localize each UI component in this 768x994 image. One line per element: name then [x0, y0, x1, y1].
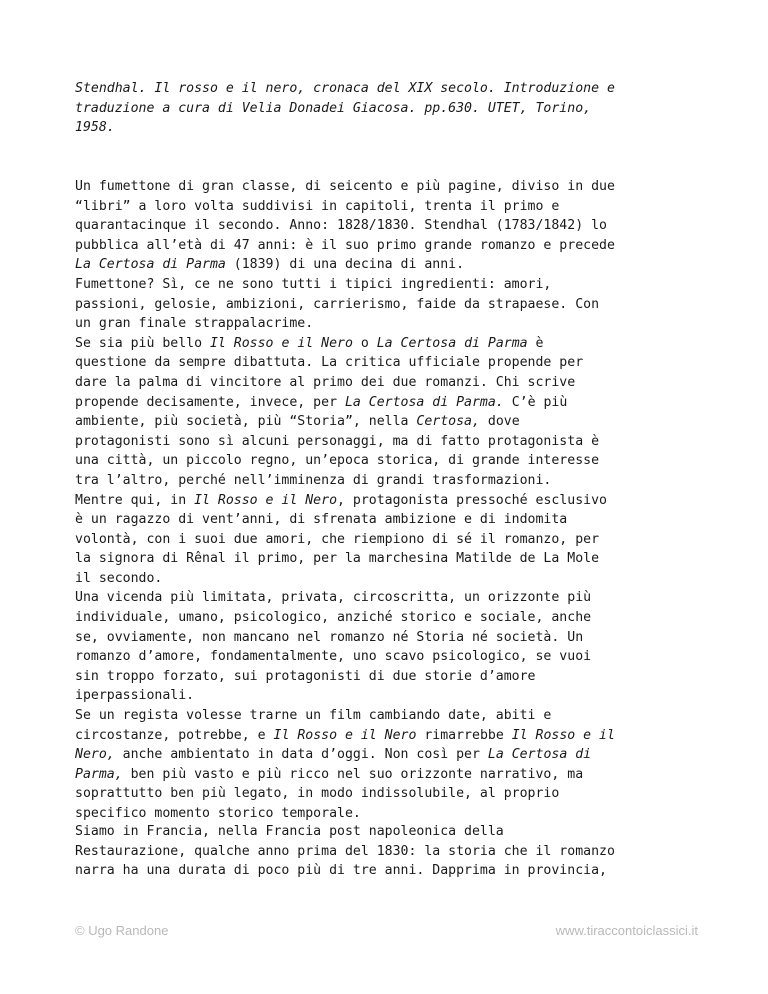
text-line	[75, 412, 715, 432]
book-title: Nero,	[75, 747, 115, 763]
book-title: Il Rosso e il Nero	[209, 335, 353, 351]
text-line: pubblica all’età di 47 anni: è il suo primo grande romanzo e precede	[75, 237, 615, 253]
text-line: una città, un piccolo regno, un’epoca storica, di grande interesse	[75, 453, 600, 469]
text-run: , protagonista pressoché esclusivo	[337, 492, 607, 508]
text-line: individuale, umano, psicologico, anziché storico e sociale, anche	[75, 610, 592, 626]
book-title: La Certosa di Parma	[75, 257, 226, 273]
book-citation	[75, 79, 715, 138]
text-run: (1839) di una decina di anni.	[225, 257, 465, 273]
text-line: sin troppo forzato, sui protagonisti di due storie d’amore	[75, 668, 536, 684]
text-line	[75, 393, 715, 413]
text-line: un gran finale strappalacrime.	[75, 316, 314, 332]
text-line: la signora di Rênal il primo, per la marchesina Matilde de La Mole	[75, 551, 600, 567]
review-paragraph-2	[75, 822, 715, 881]
text-line: specifico momento storico temporale.	[75, 806, 361, 821]
book-title: La Certosa di Parma.	[344, 394, 504, 410]
text-run: propende decisamente, invece, per	[75, 394, 345, 410]
text-line: se, ovviamente, non mancano nel romanzo né Storia né società. Un	[75, 629, 584, 645]
text-line: tra l’altro, perché nell’imminenza di grandi trasformazioni.	[75, 472, 552, 488]
text-line: passioni, gelosie, ambizioni, carrierismo, faide da strapaese. Con	[75, 296, 600, 312]
text-run: C’è più	[503, 394, 568, 410]
book-title: Il Rosso e il Nero	[273, 727, 417, 743]
book-title: Parma,	[75, 766, 123, 782]
text-run: o	[352, 335, 377, 351]
text-line	[75, 491, 715, 511]
text-line: Fumettone? Sì, ce ne sono tutti i tipici ingredienti: amori,	[75, 276, 552, 292]
text-run: Se sia più bello	[75, 335, 210, 351]
text-line: Se un regista volesse trarne un film cambiando date, abiti e	[75, 708, 552, 724]
text-run: Mentre qui, in	[75, 492, 195, 508]
book-title: Certosa,	[416, 414, 480, 430]
text-line: romanzo d’amore, fondamentalmente, uno scavo psicologico, se vuoi	[75, 649, 592, 665]
text-run: dove	[479, 414, 520, 430]
text-line: Una vicenda più limitata, privata, circoscritta, un orizzonte più	[75, 590, 592, 606]
text-run: rimarrebbe	[416, 727, 512, 743]
review-paragraph-1	[75, 177, 715, 824]
book-title: Il Rosso e il	[511, 727, 615, 743]
text-line: quarantacinque il secondo. Anno: 1828/1830. Stendhal (1783/1842) lo	[75, 218, 607, 234]
text-run: ben più vasto e più ricco nel suo orizzonte narrativo, ma	[122, 766, 584, 782]
text-line: Restaurazione, qualche anno prima del 1830: la storia che il romanzo	[75, 843, 615, 859]
text-line: dare la palma di vincitore al primo dei due romanzi. Chi scrive	[75, 374, 576, 390]
book-title: La Certosa di Parma	[376, 335, 528, 351]
text-line: soprattutto ben più legato, in modo indissolubile, al proprio	[75, 786, 560, 802]
citation-line: Stendhal. Il rosso e il nero, cronaca del XIX secolo. Introduzione e	[75, 81, 615, 96]
footer-copyright: © Ugo Randone	[75, 923, 169, 938]
text-run: circostanze, potrebbe, e	[75, 727, 274, 743]
text-line: questione da sempre dibattuta. La critica ufficiale propende per	[75, 355, 584, 371]
citation-line: traduzione a cura di Velia Donadei Giacosa. pp.630. UTET, Torino,	[75, 100, 592, 116]
text-line: il secondo.	[75, 570, 163, 586]
book-title: La Certosa di	[487, 747, 592, 763]
text-line: Un fumettone di gran classe, di seicento e più pagine, diviso in due	[75, 179, 615, 194]
text-line	[75, 255, 715, 275]
text-run: ambiente, più società, più “Storia”, nella	[75, 414, 417, 430]
text-line: volontà, con i suoi due amori, che riempiono di sé il romanzo, per	[75, 531, 600, 547]
book-title: Il Rosso e il Nero	[194, 492, 338, 508]
text-line: è un ragazzo di vent’anni, di sfrenata ambizione e di indomita	[75, 512, 568, 528]
text-line: protagonisti sono sì alcuni personaggi, ma di fatto protagonista è	[75, 433, 600, 449]
text-line: Siamo in Francia, nella Francia post napoleonica della	[75, 824, 504, 839]
text-line	[75, 334, 715, 354]
citation-line: 1958.	[75, 120, 115, 136]
text-line	[75, 726, 715, 746]
text-line	[75, 765, 715, 785]
text-line: narra ha una durata di poco più di tre anni. Dapprima in provincia,	[75, 863, 607, 879]
text-line	[75, 745, 715, 765]
footer-website: www.tiraccontoiclassici.it	[555, 923, 698, 938]
text-run: è	[527, 335, 544, 351]
text-run: anche ambientato in data d’oggi. Non così per	[114, 747, 488, 763]
text-line: iperpassionali.	[75, 688, 195, 704]
text-line: “libri” a loro volta suddivisi in capitoli, trenta il primo e	[75, 198, 560, 214]
